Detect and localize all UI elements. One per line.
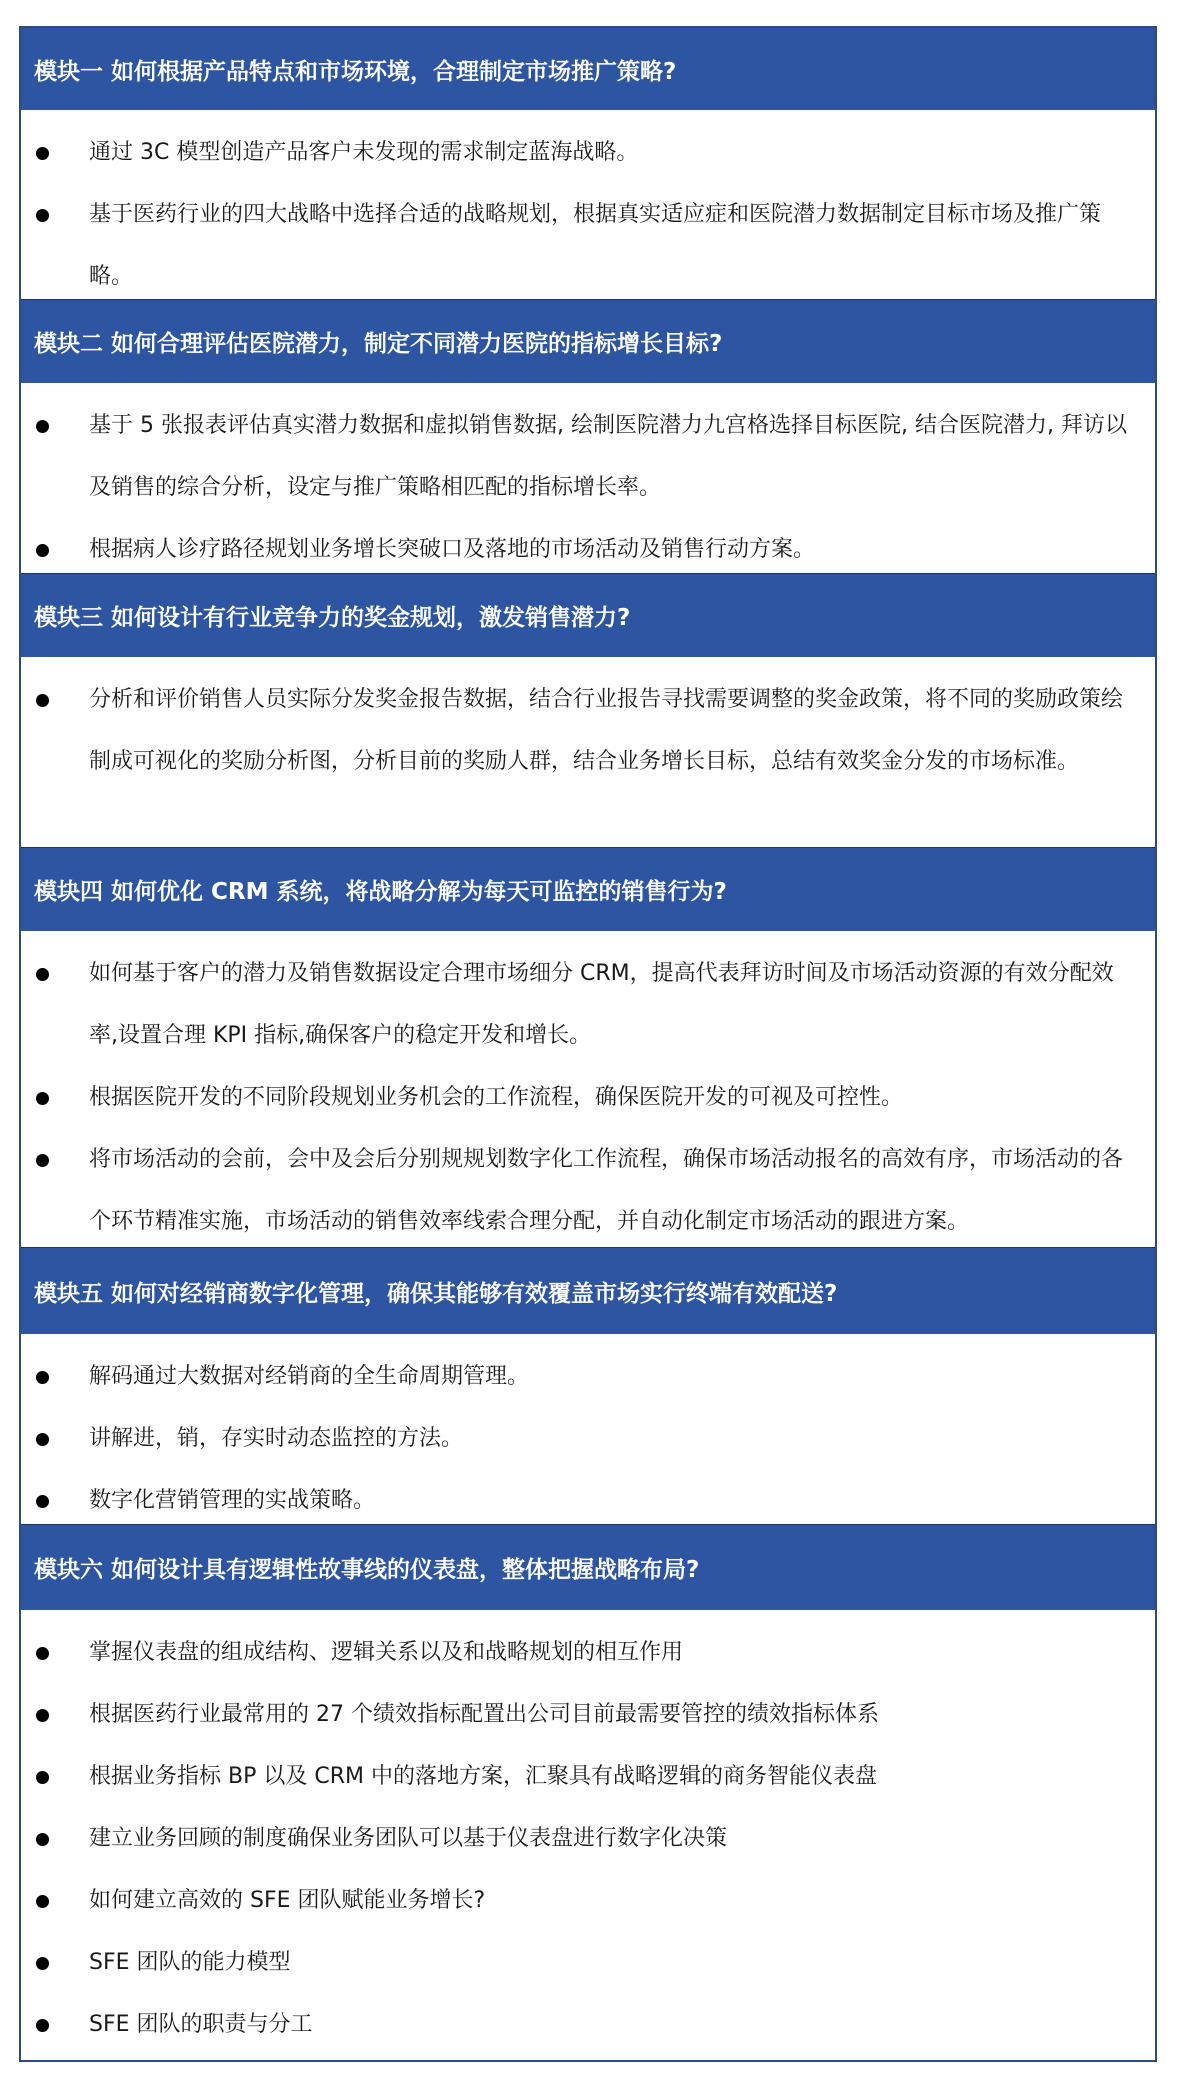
list-item: 解码通过大数据对经销商的全生命周期管理。 [21, 1346, 1155, 1408]
list-item: 分析和评价销售人员实际分发奖金报告数据，结合行业报告寻找需要调整的奖金政策，将不同的奖励政策绘制成可视化的奖励分析图，分析目前的奖励人群，结合业务增长目标，总结有效奖金分发的市场标准。 [21, 669, 1155, 793]
module-2-header [21, 299, 1155, 383]
list-item: 建立业务回顾的制度确保业务团队可以基于仪表盘进行数字化决策 [21, 1808, 1155, 1870]
module-4-header [21, 847, 1155, 931]
module-4-body [21, 931, 1155, 1247]
bullet-icon [36, 1495, 49, 1508]
module-2-title: 模块二 如何合理评估医院潜力，制定不同潜力医院的指标增长目标? [34, 331, 723, 357]
module-5-header [21, 1247, 1155, 1334]
list-item: SFE 团队的职责与分工 [21, 1994, 1155, 2056]
bullet-icon [36, 1957, 49, 1970]
module-1-header [21, 28, 1155, 110]
module-4-title: 模块四 如何优化 CRM 系统，将战略分解为每天可监控的销售行为? [34, 879, 727, 905]
bullet-icon [36, 147, 49, 160]
module-5-title: 模块五 如何对经销商数字化管理，确保其能够有效覆盖市场实行终端有效配送? [34, 1280, 838, 1307]
list-item: 通过 3C 模型创造产品客户未发现的需求制定蓝海战略。 [21, 122, 1155, 184]
bullet-icon [36, 1709, 49, 1722]
list-item: 讲解进，销，存实时动态监控的方法。 [21, 1408, 1155, 1470]
list-item: 如何基于客户的潜力及销售数据设定合理市场细分 CRM，提高代表拜访时间及市场活动资源的有效分配效率,设置合理 KPI 指标,确保客户的稳定开发和增长。 [21, 943, 1155, 1067]
module-6-title: 模块六 如何设计具有逻辑性故事线的仪表盘，整体把握战略布局? [34, 1557, 700, 1583]
bullet-icon [36, 209, 49, 222]
bullet-icon [36, 544, 49, 557]
list-item: 根据病人诊疗路径规划业务增长突破口及落地的市场活动及销售行动方案。 [21, 519, 1155, 581]
list-item: 基于 5 张报表评估真实潜力数据和虚拟销售数据, 绘制医院潜力九宫格选择目标医院, 结合医院潜力, 拜访以及销售的综合分析，设定与推广策略相匹配的指标增长率。 [21, 395, 1155, 519]
list-item: 掌握仪表盘的组成结构、逻辑关系以及和战略规划的相互作用 [21, 1622, 1155, 1684]
bullet-icon [36, 1154, 49, 1167]
bullet-icon [36, 1895, 49, 1908]
list-item: 基于医药行业的四大战略中选择合适的战略规划，根据真实适应症和医院潜力数据制定目标市场及推广策略。 [21, 184, 1155, 308]
list-item: 根据业务指标 BP 以及 CRM 中的落地方案，汇聚具有战略逻辑的商务智能仪表盘 [21, 1746, 1155, 1808]
bullet-icon [36, 420, 49, 433]
module-3-title: 模块三 如何设计有行业竞争力的奖金规划，激发销售潜力? [34, 605, 631, 631]
bullet-icon [36, 1433, 49, 1446]
list-item: 根据医药行业最常用的 27 个绩效指标配置出公司目前最需要管控的绩效指标体系 [21, 1684, 1155, 1746]
bullet-icon [36, 1092, 49, 1105]
module-5-body [21, 1334, 1155, 1524]
module-6-header [21, 1524, 1155, 1610]
module-2-body [21, 383, 1155, 573]
list-item: 将市场活动的会前，会中及会后分别规规划数字化工作流程，确保市场活动报名的高效有序，市场活动的各个环节精准实施，市场活动的销售效率线索合理分配，并自动化制定市场活动的跟进方案。 [21, 1129, 1155, 1253]
bullet-icon [36, 2019, 49, 2032]
bullet-icon [36, 1647, 49, 1660]
bullet-icon [36, 694, 49, 707]
module-3-header [21, 573, 1155, 657]
bullet-icon [36, 1771, 49, 1784]
module-6-body [21, 1610, 1155, 2060]
list-item: 根据医院开发的不同阶段规划业务机会的工作流程，确保医院开发的可视及可控性。 [21, 1067, 1155, 1129]
module-3-body [21, 657, 1155, 847]
module-1-body [21, 110, 1155, 299]
bullet-icon [36, 1371, 49, 1384]
course-modules-table [19, 26, 1157, 2062]
bullet-icon [36, 1833, 49, 1846]
module-1-title: 模块一 如何根据产品特点和市场环境，合理制定市场推广策略? [34, 58, 677, 85]
bullet-icon [36, 968, 49, 981]
list-item: 数字化营销管理的实战策略。 [21, 1470, 1155, 1532]
list-item: 如何建立高效的 SFE 团队赋能业务增长? [21, 1870, 1155, 1932]
list-item: SFE 团队的能力模型 [21, 1932, 1155, 1994]
